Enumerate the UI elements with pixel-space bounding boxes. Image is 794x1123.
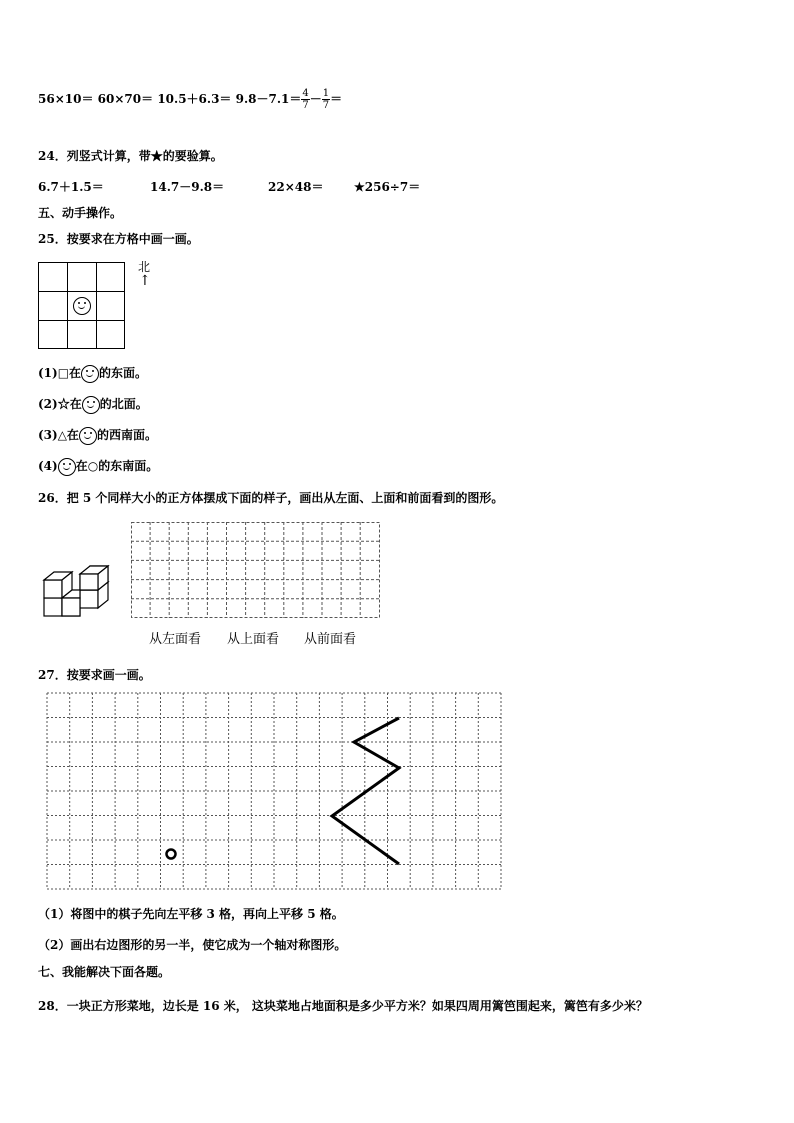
q26-title: 26．把 5 个同样大小的正方体摆成下面的样子，画出从左面、上面和前面看到的图形。 [38, 491, 504, 505]
smiley-face-icon [58, 458, 76, 476]
north-label: 北 [138, 260, 151, 274]
fraction-2: $\frac{1}{7}$ [322, 88, 330, 111]
q25-item-2: (2)☆在 的北面。 [38, 395, 148, 414]
smiley-face-icon [81, 365, 99, 383]
direction-grid [38, 262, 125, 349]
q25-item-1: (1)□在 的东面。 [38, 364, 147, 383]
cube-stack-figure [40, 564, 116, 620]
expr-3: 10.5＋6.3＝ [157, 92, 232, 106]
smiley-face-icon [73, 297, 91, 315]
smiley-face-icon [82, 396, 100, 414]
section-5-heading: 五、动手操作。 [38, 206, 123, 220]
north-arrow-icon: ↑ [139, 273, 151, 289]
q24-item-4: ★256÷7＝ [354, 180, 421, 194]
label-left-view: 从左面看 [149, 632, 202, 647]
chess-piece-icon [167, 850, 176, 859]
expr-2: 60×70＝ [97, 92, 154, 106]
q27-title: 27．按要求画一画。 [38, 668, 151, 682]
q25-title: 25．按要求在方格中画一画。 [38, 232, 199, 246]
equals-sign: ＝ [330, 92, 343, 106]
q24-title: 24．列竖式计算，带★的要验算。 [38, 149, 223, 163]
q25-item-4: (4) 在○的东南面。 [38, 457, 158, 476]
expr-4: 9.8－7.1＝ [235, 92, 302, 106]
q24-item-2: 14.7－9.8＝ [150, 180, 225, 194]
q27-item-1: （1）将图中的棋子先向左平移 3 格，再向上平移 5 格。 [38, 907, 344, 921]
section-7-heading: 七、我能解决下面各题。 [38, 965, 171, 979]
translation-grid [46, 692, 502, 890]
label-top-view: 从上面看 [227, 632, 280, 647]
smiley-face-icon [79, 427, 97, 445]
q24-item-3: 22×48＝ [268, 180, 324, 194]
minus-sign: － [309, 92, 322, 106]
dashed-drawing-grid [131, 522, 381, 619]
q25-item-3: (3)△在 的西南面。 [38, 426, 157, 445]
fraction-1: $\frac{4}{7}$ [302, 88, 309, 111]
top-calc-line [38, 88, 342, 111]
q28-title: 28．一块正方形菜地，边长是 16 米， 这块菜地占地面积是多少平方米？如果四周用篱笆围起来，篱笆有多少米？ [38, 999, 648, 1013]
expr-1: 56×10＝ [38, 92, 94, 106]
q24-item-1: 6.7＋1.5＝ [38, 180, 104, 194]
label-front-view: 从前面看 [304, 632, 357, 647]
q27-item-2: （2）画出右边图形的另一半，使它成为一个轴对称图形。 [38, 938, 347, 952]
